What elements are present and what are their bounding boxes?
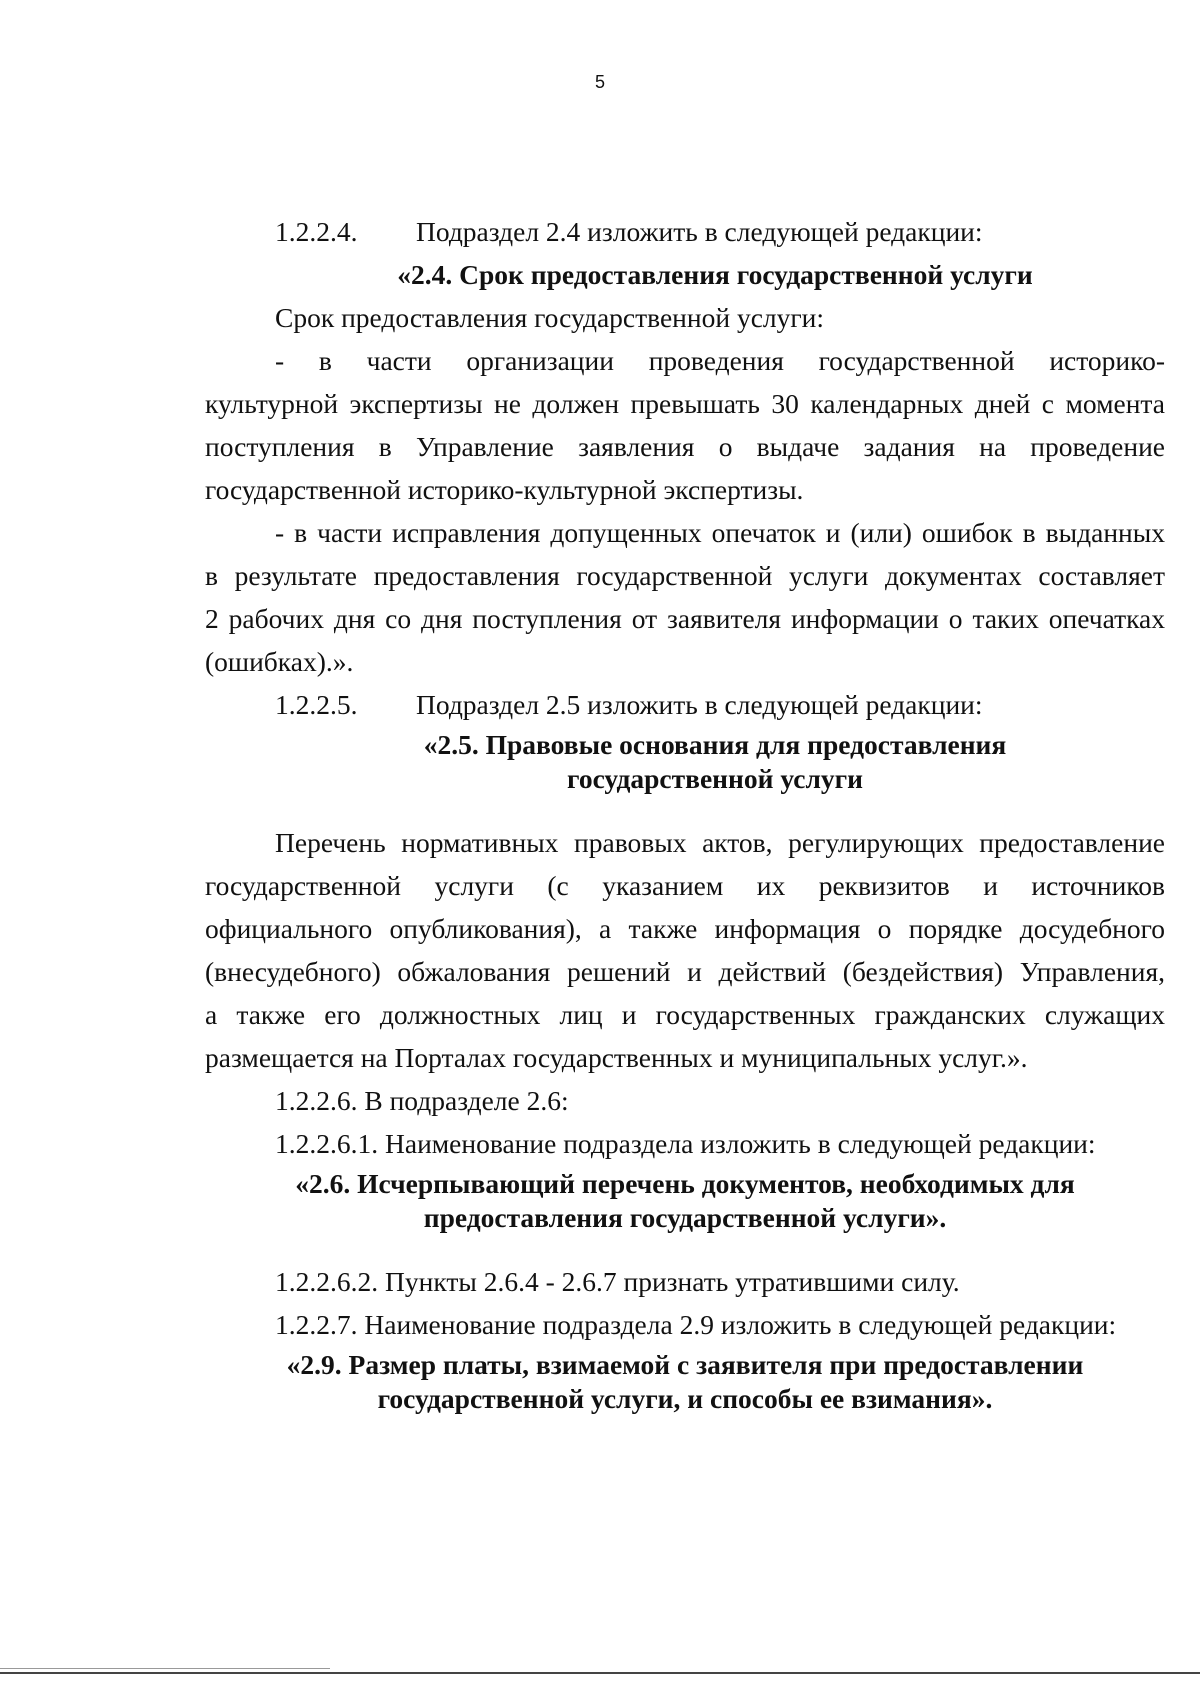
clause-1-2-2-5 <box>275 685 983 725</box>
clause-text: Подраздел 2.4 изложить в следующей редакции: <box>416 216 983 247</box>
paragraph-line: а также его должностных лиц и государственных гражданских служащих <box>205 999 1165 1030</box>
paragraph-line: государственной услуги (с указанием их реквизитов и источников <box>205 870 1165 901</box>
clause-1-2-2-6-1: 1.2.2.6.1. Наименование подраздела изложить в следующей редакции: <box>275 1128 1096 1159</box>
paragraph-line: официального опубликования), а также информация о порядке досудебного <box>205 913 1165 944</box>
clause-number: 1.2.2.4. <box>275 216 358 247</box>
paragraph-line: государственной историко-культурной экспертизы. <box>205 474 804 505</box>
clause-1-2-2-6: 1.2.2.6. В подразделе 2.6: <box>275 1085 569 1116</box>
paragraph-line: 2 рабочих дня со дня поступления от заявителя информации о таких опечатках <box>205 603 1165 634</box>
paragraph-line: Перечень нормативных правовых актов, регулирующих предоставление <box>275 827 1165 858</box>
scan-bottom-edge <box>0 1672 1200 1674</box>
clause-text: Подраздел 2.5 изложить в следующей редакции: <box>416 689 983 720</box>
heading-2-5-line-1: «2.5. Правовые основания для предоставления <box>423 729 1007 760</box>
clause-number: 1.2.2.5. <box>275 689 358 720</box>
paragraph-line: - в части организации проведения государственной историко- <box>275 345 1165 376</box>
clause-1-2-2-7: 1.2.2.7. Наименование подраздела 2.9 изложить в следующей редакции: <box>275 1309 1117 1340</box>
heading-2-9-line-1: «2.9. Размер платы, взимаемой с заявителя при предоставлении <box>286 1349 1084 1380</box>
clause-1-2-2-4 <box>275 212 983 252</box>
page-number: 5 <box>594 72 605 92</box>
paragraph-term: Срок предоставления государственной услуги: <box>275 302 825 333</box>
heading-2-9-line-2: государственной услуги, и способы ее взимания». <box>377 1383 993 1414</box>
paragraph-line: культурной экспертизы не должен превышать 30 календарных дней с момента <box>205 388 1165 419</box>
paragraph-line: (ошибках).». <box>205 646 354 677</box>
scan-edge-mark <box>0 1668 330 1669</box>
paragraph-line: в результате предоставления государственной услуги документах составляет <box>205 560 1165 591</box>
paragraph-line: размещается на Порталах государственных и муниципальных услуг.». <box>205 1042 1028 1073</box>
heading-2-4: «2.4. Срок предоставления государственной услуги <box>397 259 1033 290</box>
paragraph-line: (внесудебного) обжалования решений и действий (бездействия) Управления, <box>205 956 1165 987</box>
heading-2-6-line-2: предоставления государственной услуги». <box>423 1202 947 1233</box>
clause-1-2-2-6-2: 1.2.2.6.2. Пункты 2.6.4 - 2.6.7 признать утратившими силу. <box>275 1266 960 1297</box>
paragraph-line: поступления в Управление заявления о выдаче задания на проведение <box>205 431 1165 462</box>
heading-2-5-line-2: государственной услуги <box>567 763 863 794</box>
paragraph-line: - в части исправления допущенных опечаток и (или) ошибок в выданных <box>275 517 1165 548</box>
heading-2-6-line-1: «2.6. Исчерпывающий перечень документов, необходимых для <box>295 1168 1075 1199</box>
